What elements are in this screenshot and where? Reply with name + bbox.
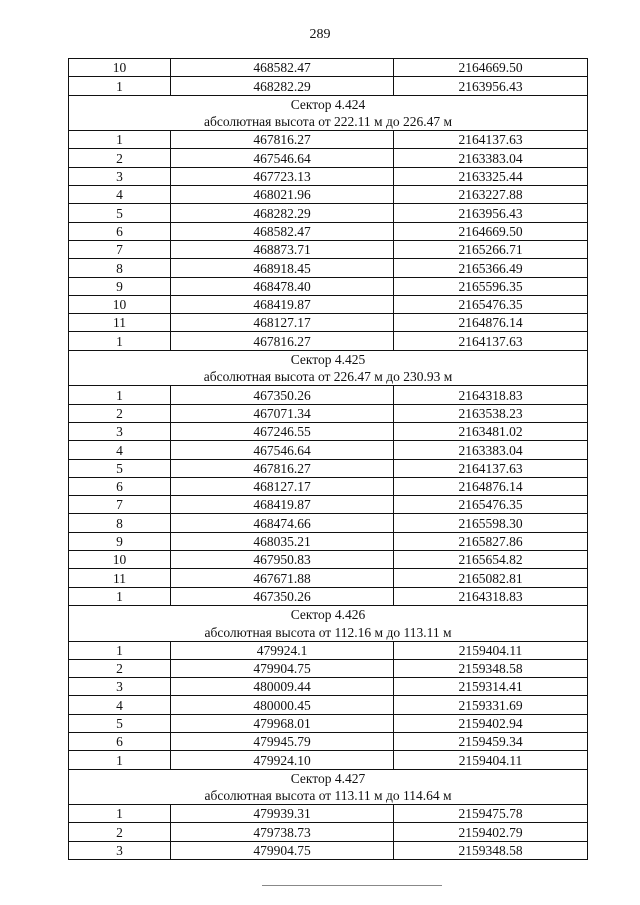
table-row (69, 222, 588, 240)
x-coordinate-cell: 468127.17 (171, 314, 394, 332)
table-row (69, 659, 588, 677)
table-row (69, 441, 588, 459)
x-coordinate-cell: 467546.64 (171, 441, 394, 459)
sector-altitude-row (69, 787, 588, 805)
point-number-cell: 9 (69, 532, 171, 550)
page-bottom-rule (262, 885, 442, 886)
x-coordinate-cell: 479968.01 (171, 714, 394, 732)
point-number-cell: 5 (69, 204, 171, 222)
table-row (69, 332, 588, 350)
y-coordinate-cell: 2163383.04 (394, 149, 588, 167)
x-coordinate-cell: 479904.75 (171, 659, 394, 677)
sector-altitude-row (69, 368, 588, 386)
y-coordinate-cell: 2164669.50 (394, 59, 588, 77)
table-row (69, 240, 588, 258)
x-coordinate-cell: 468282.29 (171, 77, 394, 95)
y-coordinate-cell: 2163383.04 (394, 441, 588, 459)
point-number-cell: 6 (69, 732, 171, 750)
y-coordinate-cell: 2164137.63 (394, 332, 588, 350)
x-coordinate-cell: 468282.29 (171, 204, 394, 222)
x-coordinate-cell: 467350.26 (171, 386, 394, 404)
point-number-cell: 2 (69, 149, 171, 167)
sector-altitude-row (69, 113, 588, 131)
point-number-cell: 3 (69, 678, 171, 696)
y-coordinate-cell: 2163227.88 (394, 186, 588, 204)
y-coordinate-cell: 2165598.30 (394, 514, 588, 532)
x-coordinate-cell: 467246.55 (171, 422, 394, 440)
x-coordinate-cell: 468021.96 (171, 186, 394, 204)
y-coordinate-cell: 2163956.43 (394, 77, 588, 95)
sector-title-row (69, 350, 588, 368)
y-coordinate-cell: 2164318.83 (394, 587, 588, 605)
point-number-cell: 1 (69, 131, 171, 149)
y-coordinate-cell: 2163325.44 (394, 167, 588, 185)
y-coordinate-cell: 2159348.58 (394, 841, 588, 859)
y-coordinate-cell: 2165266.71 (394, 240, 588, 258)
page-number: 289 (309, 27, 331, 42)
y-coordinate-cell: 2159459.34 (394, 732, 588, 750)
point-number-cell: 11 (69, 314, 171, 332)
point-number-cell: 1 (69, 805, 171, 823)
table-row (69, 422, 588, 440)
point-number-cell: 1 (69, 77, 171, 95)
y-coordinate-cell: 2159402.94 (394, 714, 588, 732)
x-coordinate-cell: 479924.10 (171, 751, 394, 769)
point-number-cell: 8 (69, 259, 171, 277)
table-row (69, 459, 588, 477)
y-coordinate-cell: 2164876.14 (394, 314, 588, 332)
y-coordinate-cell: 2159402.79 (394, 823, 588, 841)
table-row (69, 514, 588, 532)
point-number-cell: 10 (69, 295, 171, 313)
point-number-cell: 11 (69, 569, 171, 587)
x-coordinate-cell: 467671.88 (171, 569, 394, 587)
point-number-cell: 6 (69, 477, 171, 495)
table-row (69, 131, 588, 149)
sector-title: Сектор 4.424 (69, 95, 588, 113)
y-coordinate-cell: 2163538.23 (394, 404, 588, 422)
y-coordinate-cell: 2159404.11 (394, 641, 588, 659)
sector-altitude: абсолютная высота от 222.11 м до 226.47 м (69, 113, 588, 131)
y-coordinate-cell: 2159348.58 (394, 659, 588, 677)
point-number-cell: 4 (69, 696, 171, 714)
table-row (69, 569, 588, 587)
coordinates-table (68, 58, 588, 860)
y-coordinate-cell: 2163481.02 (394, 422, 588, 440)
sector-title: Сектор 4.426 (69, 605, 588, 623)
x-coordinate-cell: 468419.87 (171, 295, 394, 313)
coordinates-table-body (69, 59, 588, 860)
table-row (69, 386, 588, 404)
point-number-cell: 2 (69, 659, 171, 677)
y-coordinate-cell: 2165476.35 (394, 295, 588, 313)
y-coordinate-cell: 2165827.86 (394, 532, 588, 550)
table-row (69, 59, 588, 77)
table-row (69, 696, 588, 714)
x-coordinate-cell: 467816.27 (171, 131, 394, 149)
table-row (69, 805, 588, 823)
point-number-cell: 7 (69, 240, 171, 258)
y-coordinate-cell: 2159331.69 (394, 696, 588, 714)
x-coordinate-cell: 468127.17 (171, 477, 394, 495)
point-number-cell: 3 (69, 167, 171, 185)
y-coordinate-cell: 2159404.11 (394, 751, 588, 769)
x-coordinate-cell: 480009.44 (171, 678, 394, 696)
table-row (69, 404, 588, 422)
point-number-cell: 6 (69, 222, 171, 240)
point-number-cell: 3 (69, 422, 171, 440)
point-number-cell: 2 (69, 404, 171, 422)
table-row (69, 496, 588, 514)
table-row (69, 186, 588, 204)
table-row (69, 841, 588, 859)
y-coordinate-cell: 2165082.81 (394, 569, 588, 587)
y-coordinate-cell: 2159314.41 (394, 678, 588, 696)
point-number-cell: 1 (69, 751, 171, 769)
y-coordinate-cell: 2159475.78 (394, 805, 588, 823)
table-row (69, 149, 588, 167)
x-coordinate-cell: 468582.47 (171, 59, 394, 77)
y-coordinate-cell: 2164318.83 (394, 386, 588, 404)
sector-altitude: абсолютная высота от 113.11 м до 114.64 м (69, 787, 588, 805)
y-coordinate-cell: 2165476.35 (394, 496, 588, 514)
table-row (69, 477, 588, 495)
table-row (69, 204, 588, 222)
sector-altitude-row (69, 623, 588, 641)
point-number-cell: 3 (69, 841, 171, 859)
point-number-cell: 1 (69, 587, 171, 605)
sector-title-row (69, 95, 588, 113)
table-row (69, 277, 588, 295)
table-row (69, 823, 588, 841)
point-number-cell: 1 (69, 641, 171, 659)
x-coordinate-cell: 468419.87 (171, 496, 394, 514)
table-row (69, 714, 588, 732)
x-coordinate-cell: 480000.45 (171, 696, 394, 714)
point-number-cell: 7 (69, 496, 171, 514)
table-row (69, 259, 588, 277)
y-coordinate-cell: 2163956.43 (394, 204, 588, 222)
y-coordinate-cell: 2165366.49 (394, 259, 588, 277)
sector-altitude: абсолютная высота от 112.16 м до 113.11 м (69, 623, 588, 641)
point-number-cell: 4 (69, 186, 171, 204)
table-row (69, 314, 588, 332)
point-number-cell: 9 (69, 277, 171, 295)
x-coordinate-cell: 468474.66 (171, 514, 394, 532)
sector-title: Сектор 4.425 (69, 350, 588, 368)
point-number-cell: 2 (69, 823, 171, 841)
table-row (69, 751, 588, 769)
x-coordinate-cell: 468035.21 (171, 532, 394, 550)
x-coordinate-cell: 467816.27 (171, 459, 394, 477)
table-row (69, 295, 588, 313)
table-row (69, 532, 588, 550)
table-row (69, 732, 588, 750)
point-number-cell: 8 (69, 514, 171, 532)
point-number-cell: 10 (69, 59, 171, 77)
table-row (69, 167, 588, 185)
x-coordinate-cell: 467071.34 (171, 404, 394, 422)
x-coordinate-cell: 467723.13 (171, 167, 394, 185)
point-number-cell: 1 (69, 332, 171, 350)
point-number-cell: 4 (69, 441, 171, 459)
x-coordinate-cell: 468478.40 (171, 277, 394, 295)
x-coordinate-cell: 479945.79 (171, 732, 394, 750)
x-coordinate-cell: 479924.1 (171, 641, 394, 659)
sector-title-row (69, 769, 588, 787)
y-coordinate-cell: 2164137.63 (394, 131, 588, 149)
x-coordinate-cell: 468582.47 (171, 222, 394, 240)
x-coordinate-cell: 479904.75 (171, 841, 394, 859)
point-number-cell: 10 (69, 551, 171, 569)
sector-title-row (69, 605, 588, 623)
y-coordinate-cell: 2165654.82 (394, 551, 588, 569)
x-coordinate-cell: 467546.64 (171, 149, 394, 167)
y-coordinate-cell: 2164137.63 (394, 459, 588, 477)
table-row (69, 678, 588, 696)
point-number-cell: 5 (69, 714, 171, 732)
x-coordinate-cell: 467816.27 (171, 332, 394, 350)
table-row (69, 587, 588, 605)
sector-altitude: абсолютная высота от 226.47 м до 230.93 м (69, 368, 588, 386)
table-row (69, 641, 588, 659)
x-coordinate-cell: 467950.83 (171, 551, 394, 569)
x-coordinate-cell: 468918.45 (171, 259, 394, 277)
x-coordinate-cell: 468873.71 (171, 240, 394, 258)
y-coordinate-cell: 2164876.14 (394, 477, 588, 495)
y-coordinate-cell: 2165596.35 (394, 277, 588, 295)
x-coordinate-cell: 467350.26 (171, 587, 394, 605)
sector-title: Сектор 4.427 (69, 769, 588, 787)
x-coordinate-cell: 479738.73 (171, 823, 394, 841)
x-coordinate-cell: 479939.31 (171, 805, 394, 823)
table-row (69, 77, 588, 95)
point-number-cell: 5 (69, 459, 171, 477)
y-coordinate-cell: 2164669.50 (394, 222, 588, 240)
table-row (69, 551, 588, 569)
point-number-cell: 1 (69, 386, 171, 404)
